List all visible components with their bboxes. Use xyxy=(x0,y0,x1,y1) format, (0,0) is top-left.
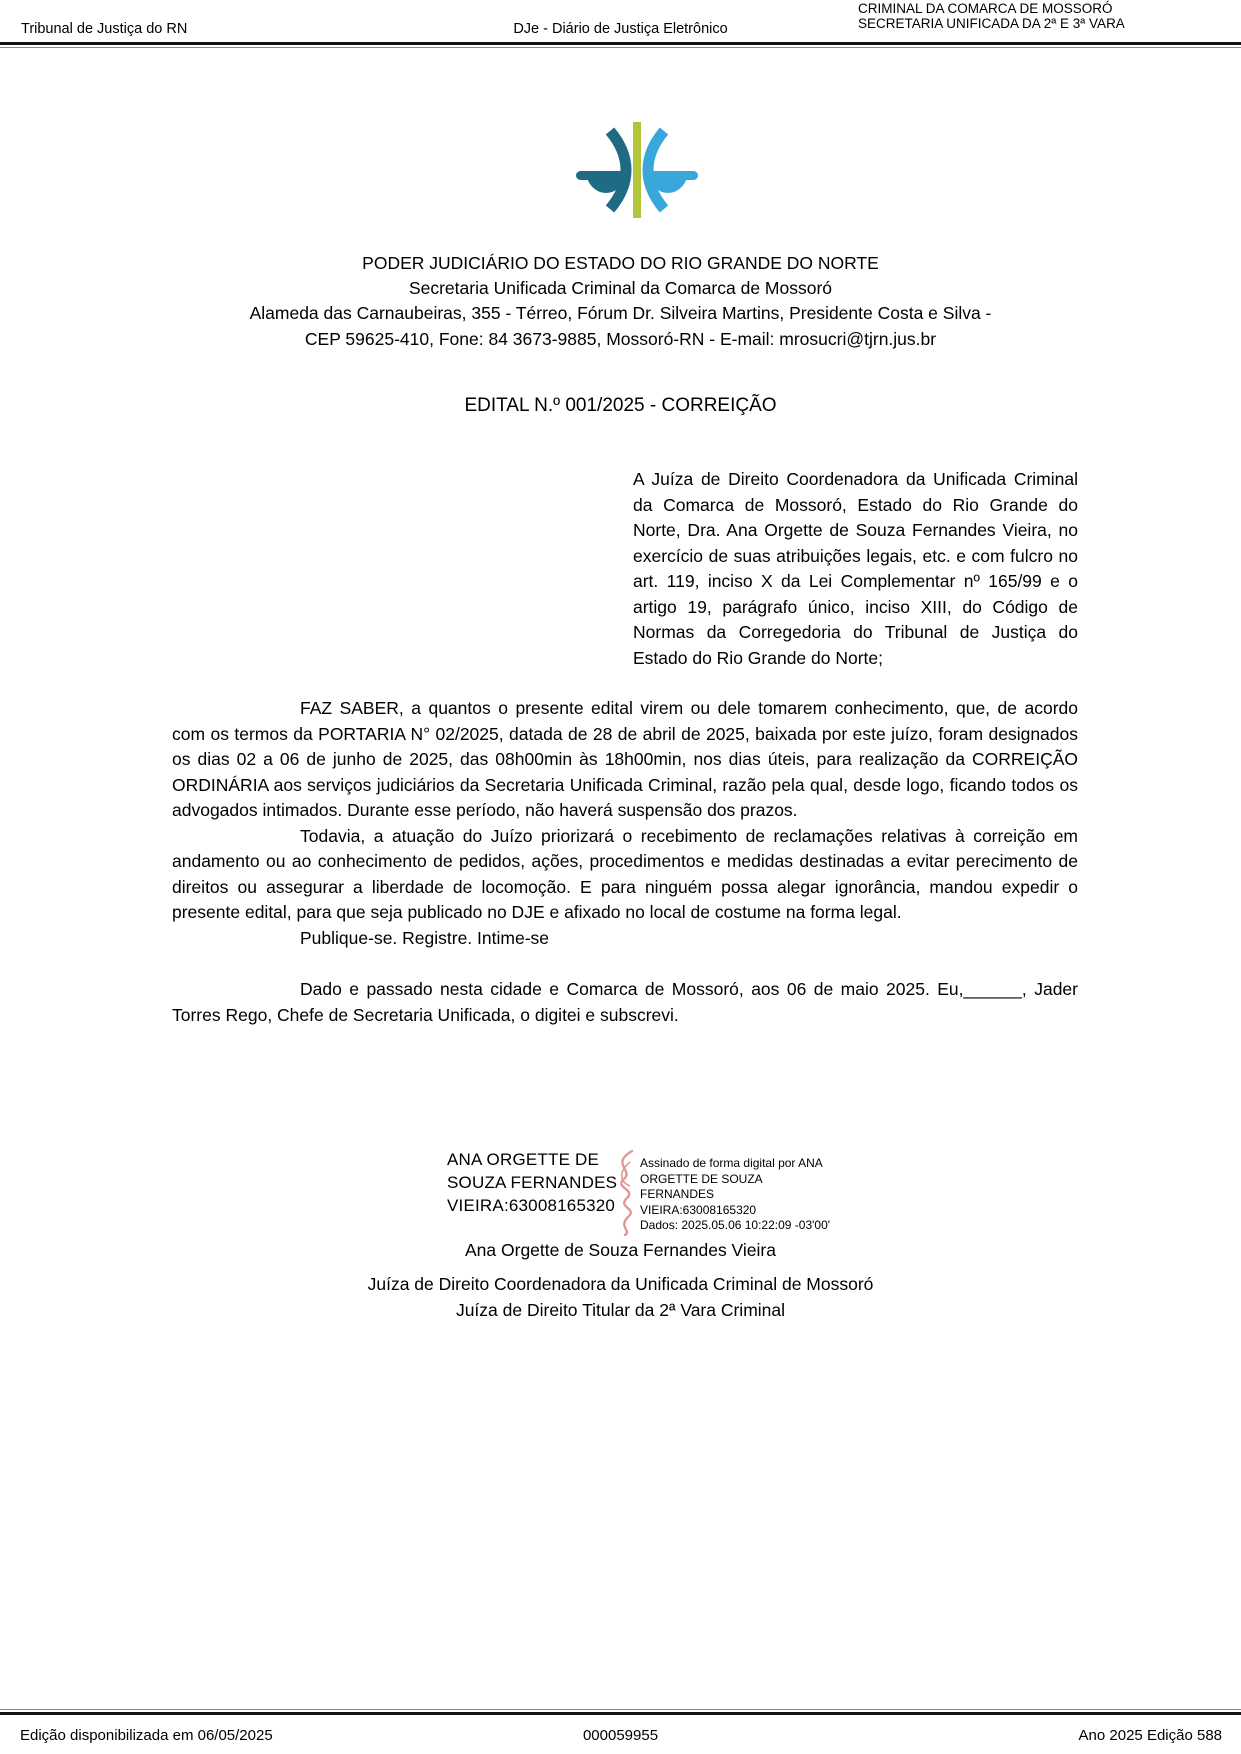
footer-document-number: 000059955 xyxy=(582,1727,659,1744)
document-body xyxy=(172,467,1078,1028)
digital-signature-details xyxy=(640,1156,832,1234)
paragraph-faz-saber: FAZ SABER, a quantos o presente edital virem ou dele tomarem conhecimento, que, de acordo com os termos da PORTARIA N° 02/2025, datada de 28 de abril de 2025, baixada por este juízo, foram designados os dias 02 a 06 de junho de 2025, das 08h00min às 18h00min, nos dias úteis, para realização da CORREIÇÃO ORDINÁRIA aos serviços judiciários da Secretaria Unificada Criminal, razão pela qual, desde logo, ficando todos os advogados intimados. Durante esse período, não haverá suspensão dos prazos. xyxy=(172,698,1078,820)
letterhead-contact: CEP 59625-410, Fone: 84 3673-9885, Mossoró-RN - E-mail: mrosucri@tjrn.jus.br xyxy=(304,328,937,349)
header-rule-thick xyxy=(0,42,1241,45)
paragraph-publique-se: Publique-se. Registre. Intime-se xyxy=(300,927,549,948)
tjrn-logo-icon xyxy=(576,122,698,218)
letterhead-institution: PODER JUDICIÁRIO DO ESTADO DO RIO GRANDE DO NORTE xyxy=(362,253,879,273)
signer-role-titular: Juíza de Direito Titular da 2ª Vara Criminal xyxy=(455,1300,786,1320)
signer-role-coordinator: Juíza de Direito Coordenadora da Unificada Criminal de Mossoró xyxy=(367,1274,874,1294)
footer-rule-thick xyxy=(0,1712,1241,1715)
header-unit-line2: SECRETARIA UNIFICADA DA 2ª E 3ª VARA xyxy=(858,16,1125,32)
document-title: EDITAL N.º 001/2025 - CORREIÇÃO xyxy=(464,395,777,416)
letterhead-address: Alameda das Carnaubeiras, 355 - Térreo, Fórum Dr. Silveira Martins, Presidente Costa e Silva - xyxy=(249,303,992,324)
paragraph-todavia: Todavia, a atuação do Juízo priorizará o recebimento de reclamações relativas à correição em andamento ou ao conhecimento de pedidos, ações, procedimentos e medidas destinadas a evitar perecimento de direitos ou assegurar a liberdade de locomoção. E para ninguém possa alegar ignorância, mandou expedir o presente edital, para que seja publicado no DJE e afixado no local de costume na forma legal. xyxy=(172,825,1078,922)
paragraph-dado-e-passado: Dado e passado nesta cidade e Comarca de Mossoró, aos 06 de maio 2025. Eu,______, Jader Torres Rego, Chefe de Secretaria Unificada, o digitei e subscrevi. xyxy=(172,979,1078,1025)
header-unit-block xyxy=(858,1,1125,31)
header-unit-line1: CRIMINAL DA COMARCA DE MOSSORÓ xyxy=(858,1,1113,16)
signer-name: Ana Orgette de Souza Fernandes Vieira xyxy=(465,1240,776,1260)
footer-edition-date: Edição disponibilizada em 06/05/2025 xyxy=(20,1727,273,1744)
letterhead xyxy=(0,251,1241,352)
signature-details-statement: Assinado de forma digital por ANA ORGETTE DE SOUZA FERNANDES VIEIRA:63008165320 xyxy=(640,1156,823,1217)
digital-signature-name: ANA ORGETTE DE SOUZA FERNANDES VIEIRA:63008165320 xyxy=(447,1150,618,1215)
preamble-citation: A Juíza de Direito Coordenadora da Unificada Criminal da Comarca de Mossoró, Estado do Rio Grande do Norte, Dra. Ana Orgette de Souza Fernandes Vieira, no exercício de suas atribuições legais, etc. e com fulcro no art. 119, inciso X da Lei Complementar nº 165/99 e o artigo 19, parágrafo único, inciso XIII, do Código de Normas da Corregedoria do Tribunal de Justiça do Estado do Rio Grande do Norte; xyxy=(633,469,1078,668)
header-court-name: Tribunal de Justiça do RN xyxy=(21,21,188,37)
header-rule-thin xyxy=(0,47,1241,48)
signature-details-date: Dados: 2025.05.06 10:22:09 -03'00' xyxy=(640,1218,831,1232)
header-journal-title: DJe - Diário de Justiça Eletrônico xyxy=(513,21,728,37)
letterhead-secretariat: Secretaria Unificada Criminal da Comarca de Mossoró xyxy=(408,278,833,299)
footer-edition-number: Ano 2025 Edição 588 xyxy=(1078,1727,1222,1744)
signer-block xyxy=(0,1240,1241,1321)
footer-rule-thin xyxy=(0,1709,1241,1710)
